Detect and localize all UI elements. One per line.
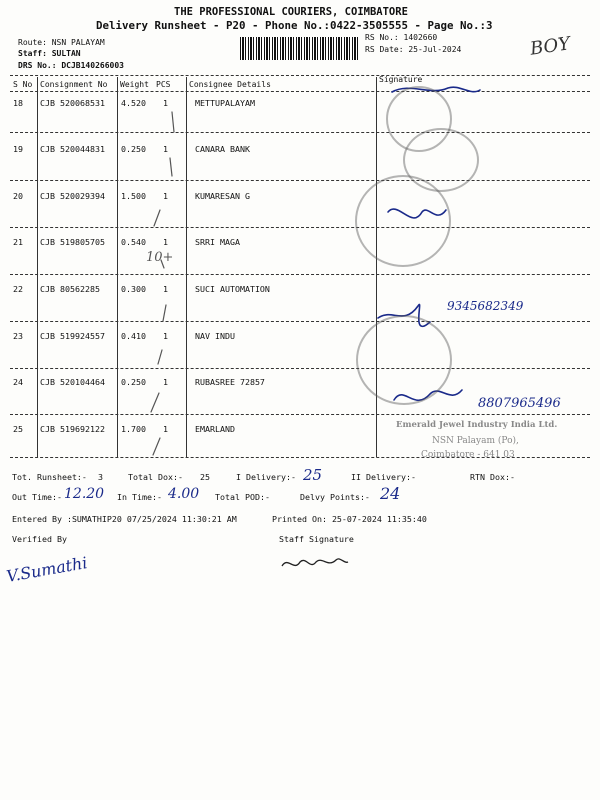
row-weight: 1.500 xyxy=(121,191,146,201)
row-pcs: 1 xyxy=(163,424,168,434)
delvy-points-label: Delvy Points:- xyxy=(300,492,370,502)
row-weight: 0.300 xyxy=(121,284,146,294)
handwritten-phone-2: 8807965496 xyxy=(478,396,561,411)
company-stamp-line3: Coimbatore - 641 03 xyxy=(421,450,515,460)
row-consignment: CJB 80562285 xyxy=(40,284,100,294)
row-sno: 21 xyxy=(13,237,23,247)
row-consignee: KUMARESAN G xyxy=(195,191,250,201)
row-rule xyxy=(10,414,590,415)
tot-runsheet-label: Tot. Runsheet:- xyxy=(12,472,87,482)
row-consignee: CANARA BANK xyxy=(195,144,250,154)
row-sno: 20 xyxy=(13,191,23,201)
handwritten-corner-note: BOY xyxy=(528,33,572,60)
runsheet-title: Delivery Runsheet - P20 - Phone No.:0422-3505555 - Page No.:3 xyxy=(96,19,493,32)
staff-signature-mark xyxy=(280,554,350,574)
row-pcs: 1 xyxy=(163,377,168,387)
col-header-consignment: Consignment No xyxy=(40,80,108,89)
rs-date: RS Date: 25-Jul-2024 xyxy=(365,45,462,54)
col-divider xyxy=(186,77,187,457)
row-rule xyxy=(10,180,590,181)
row-rule xyxy=(10,274,590,275)
row-weight: 0.540 xyxy=(121,237,146,247)
row-sno: 19 xyxy=(13,144,23,154)
row-rule xyxy=(10,321,590,322)
table-header-rule xyxy=(10,91,590,92)
ii-delivery-label: II Delivery:- xyxy=(351,472,416,482)
verified-signature: V.Sumathi xyxy=(4,553,89,586)
row-pcs: 1 xyxy=(163,98,168,108)
printed-on: Printed On: 25-07-2024 11:35:40 xyxy=(272,514,427,524)
out-time-value: 12.20 xyxy=(64,486,105,502)
row-sno: 25 xyxy=(13,424,23,434)
route-label: Route: NSN PALAYAM xyxy=(18,38,105,47)
row-consignee: EMARLAND xyxy=(195,424,235,434)
in-time-value: 4.00 xyxy=(168,486,200,502)
company-stamp-line1: Emerald Jewel Industry India Ltd. xyxy=(396,420,558,430)
row-consignee: RUBASREE 72857 xyxy=(195,377,265,387)
row-consignment: CJB 519692122 xyxy=(40,424,105,434)
row-consignee: NAV INDU xyxy=(195,331,235,341)
row-rule xyxy=(10,368,590,369)
row-sno: 22 xyxy=(13,284,23,294)
company-name: THE PROFESSIONAL COURIERS, COIMBATORE xyxy=(174,6,408,18)
rs-number: RS No.: 1402660 xyxy=(365,33,438,42)
entered-by: Entered By :SUMATHIP20 07/25/2024 11:30:21 AM xyxy=(12,514,237,524)
col-divider xyxy=(37,77,38,457)
row-consignment: CJB 520068531 xyxy=(40,98,105,108)
col-divider xyxy=(117,77,118,457)
row-weight: 1.700 xyxy=(121,424,146,434)
rtn-dox-label: RTN Dox:- xyxy=(470,472,515,482)
row-weight: 0.410 xyxy=(121,331,146,341)
row-consignment: CJB 520044831 xyxy=(40,144,105,154)
total-dox-value: 25 xyxy=(200,472,210,482)
i-delivery-value: 25 xyxy=(303,466,323,484)
out-time-label: Out Time:- xyxy=(12,492,62,502)
tot-runsheet-value: 3 xyxy=(98,472,103,482)
drs-number: DRS No.: DCJB140266003 xyxy=(18,61,124,70)
delvy-points-value: 24 xyxy=(380,484,401,503)
col-header-signature: Signature xyxy=(379,75,423,84)
col-header-sno: S No xyxy=(13,80,33,89)
row-consignment: CJB 520029394 xyxy=(40,191,105,201)
row-consignee: METTUPALAYAM xyxy=(195,98,255,108)
row-consignee: SRRI MAGA xyxy=(195,237,240,247)
row-pcs: 1 xyxy=(163,191,168,201)
row-weight: 0.250 xyxy=(121,144,146,154)
row-pcs: 1 xyxy=(163,237,168,247)
row-rule xyxy=(10,132,590,133)
col-header-pcs: PCS xyxy=(156,80,171,89)
in-time-label: In Time:- xyxy=(117,492,162,502)
col-header-weight: Weight xyxy=(120,80,149,89)
row-sno: 18 xyxy=(13,98,23,108)
row-consignment: CJB 520104464 xyxy=(40,377,105,387)
staff-signature-label: Staff Signature xyxy=(279,534,354,544)
row-consignee: SUCI AUTOMATION xyxy=(195,284,270,294)
i-delivery-label: I Delivery:- xyxy=(236,472,296,482)
handwritten-phone: 9345682349 xyxy=(447,299,524,313)
rubber-stamp xyxy=(355,175,451,267)
row-pcs: 1 xyxy=(163,331,168,341)
row-rule xyxy=(10,227,590,228)
company-stamp-line2: NSN Palayam (Po), xyxy=(432,436,519,446)
table-top-rule xyxy=(10,75,590,76)
row-weight: 0.250 xyxy=(121,377,146,387)
row-handwritten-note: 10+ xyxy=(146,250,174,265)
row-consignment: CJB 519924557 xyxy=(40,331,105,341)
total-pod-label: Total POD:- xyxy=(215,492,270,502)
col-header-consignee: Consignee Details xyxy=(189,80,271,89)
row-sno: 23 xyxy=(13,331,23,341)
staff-label: Staff: SULTAN xyxy=(18,49,81,58)
row-pcs: 1 xyxy=(163,144,168,154)
total-dox-label: Total Dox:- xyxy=(128,472,183,482)
row-weight: 4.520 xyxy=(121,98,146,108)
rubber-stamp xyxy=(356,315,452,405)
row-sno: 24 xyxy=(13,377,23,387)
verified-by-label: Verified By xyxy=(12,534,67,544)
col-divider xyxy=(376,77,377,457)
barcode xyxy=(240,37,358,60)
row-pcs: 1 xyxy=(163,284,168,294)
row-consignment: CJB 519805705 xyxy=(40,237,105,247)
